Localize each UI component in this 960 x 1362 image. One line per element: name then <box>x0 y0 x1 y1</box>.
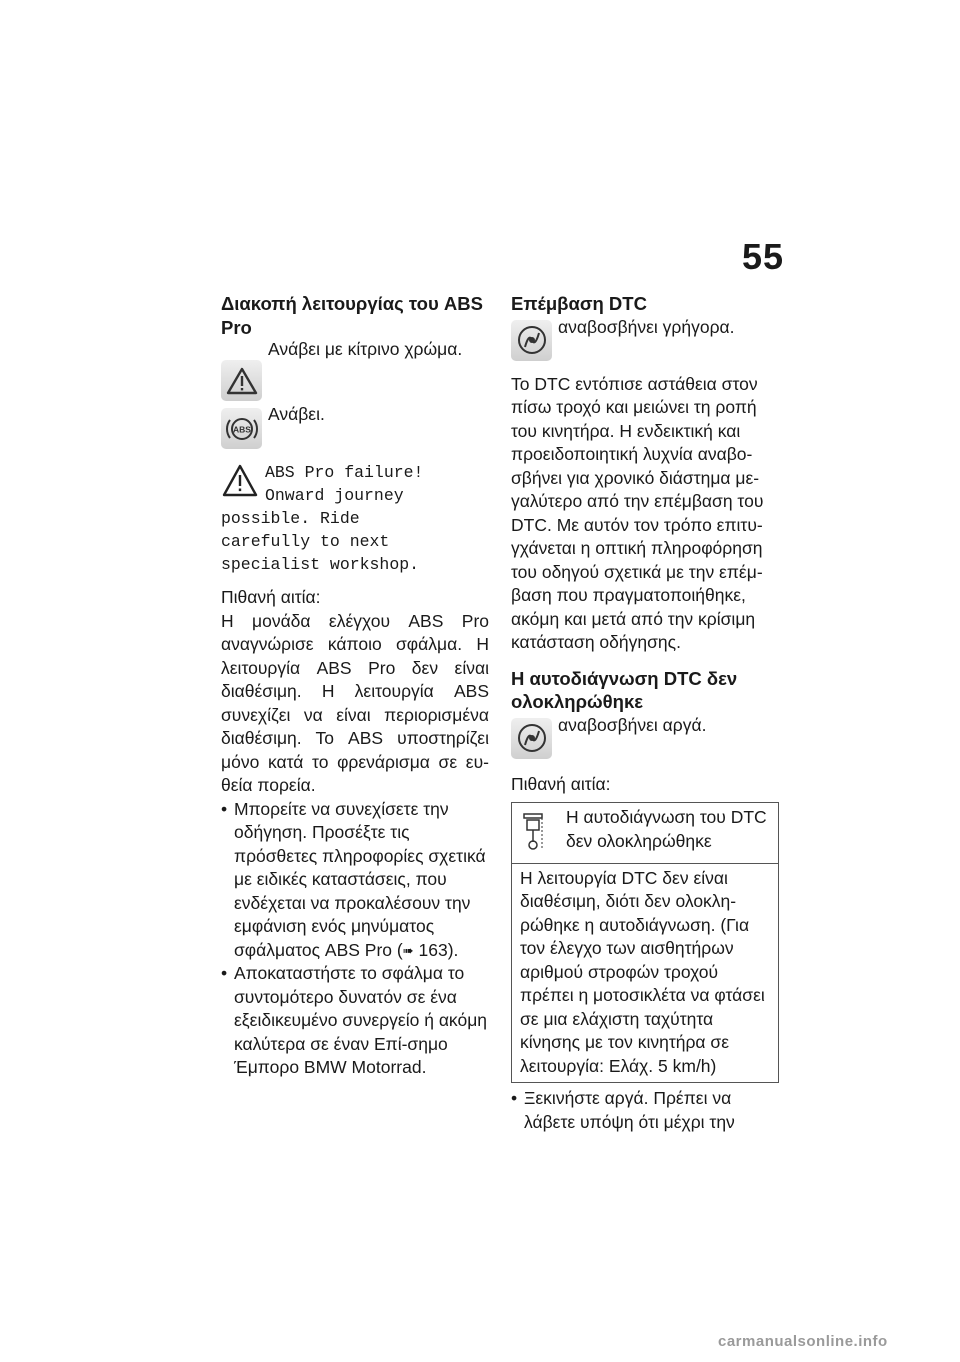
table-header-cell <box>512 803 779 864</box>
cause-text: Η μονάδα ελέγχου ABS Pro αναγνώρισε κάποιο σφάλμα. Η λειτουργία ABS Pro δεν είναι διαθέσιμη. Η λειτουργία ABS συνεχίζει να είναι περιορισμένα διαθέσιμη. Το ABS υποστηρίζει μόνο κατά το φρενάρισμα σε ευ-θεία πορεία. <box>221 610 489 795</box>
bullet-icon: • <box>511 1088 518 1108</box>
warning-lamp-text: Ανάβει με κίτρινο χρώμα. <box>268 339 463 359</box>
cause-label: Πιθανή αιτία: <box>511 773 611 794</box>
table-header-text: Η αυτοδιάγνωση του DTC δεν ολοκληρώθηκε <box>566 807 767 851</box>
info-table <box>511 802 779 1083</box>
warning-triangle-icon <box>221 360 262 401</box>
display-message-top <box>265 461 423 507</box>
abs-lamp-text: Ανάβει. <box>268 404 325 424</box>
bullet-icon: • <box>221 963 228 983</box>
abs-lamp-row <box>221 400 489 449</box>
left-column <box>221 292 489 1080</box>
list-item <box>221 798 489 963</box>
display-message-bottom <box>221 507 489 576</box>
dtc-slow-text: αναβοσβήνει αργά. <box>558 714 707 735</box>
dtc-intervention-text: Το DTC εντόπισε αστάθεια στον πίσω τροχό και μειώνει τη ροπή του κινητήρα. Η ενδεικτική και προειδοποιητική λυχνία αναβο-σβήνει για χρονικό διάστημα με-γαλύτερο από την επέμβαση του DTC. Με αυτόν τον τρόπο επιτυ-γχάνεται η οπτική πληροφόρηση του οδηγού σχετικά με την επέμ-βαση που πραγματοποιήθηκε, ακόμη και μετά από την κρίσιμη κατάσταση οδήγησης. <box>511 373 764 652</box>
display-message-line: possible. Ride <box>221 509 360 528</box>
warning-lamp-row <box>221 339 489 401</box>
list-item <box>511 1087 779 1134</box>
bullet-text: Μπορείτε να συνεχίσετε την οδήγηση. Προσέξτε τις πρόσθετες πληροφορίες σχετικά με ειδικές καταστάσεις, που ενδέχεται να προκαλέσουν την εμφάνιση ενός μηνύματος σφάλματος ABS Pro <box>234 798 486 960</box>
cause-label: Πιθανή αιτία: <box>221 587 321 607</box>
bullet-icon: • <box>221 798 228 819</box>
page-reference: 163). <box>418 939 459 960</box>
display-message-line: specialist workshop. <box>221 555 420 574</box>
dtc-self-diagnosis-heading: Η αυτοδιάγνωση DTC δεν ολοκληρώθηκε <box>511 667 738 712</box>
bullet-text: Αποκαταστήστε το σφάλμα το συντομότερο δυνατόν σε ένα εξειδικευμένο συνεργείο ή ακόμη καλύτερα σε έναν Επί-σημο Έμπορο BMW Motorrad. <box>234 963 488 1077</box>
dtc-lamp-icon <box>511 320 552 361</box>
dtc-slow-row <box>511 714 779 759</box>
display-message-line: ABS Pro failure! <box>265 463 424 482</box>
bullet-text: Ξεκινήστε αργά. Πρέπει να λάβετε υπόψη ότι μέχρι την <box>524 1088 735 1132</box>
page-reference-arrow-icon: ➠ <box>402 942 414 958</box>
footer-watermark: carmanualsonline.info <box>718 1333 888 1350</box>
dtc-intervention-heading: Επέμβαση DTC <box>511 293 647 314</box>
dtc-lamp-icon <box>511 718 552 759</box>
dtc-fast-text: αναβοσβήνει γρήγορα. <box>558 316 735 337</box>
svg-text:ABS: ABS <box>232 424 251 434</box>
dtc-fast-row <box>511 316 779 361</box>
list-item <box>221 962 489 1080</box>
display-message-line: Onward journey <box>265 486 404 505</box>
right-column <box>511 292 779 1134</box>
bullet-content: Μπορείτε να συνεχίσετε την οδήγηση. Προσέξτε τις πρόσθετες πληροφορίες σχετικά με ειδικές καταστάσεις, που ενδέχεται να προκαλέσουν την εμφάνιση ενός μηνύματος σφάλματος ABS Pro (➠ 163). <box>234 798 489 963</box>
abs-pro-failure-heading: Διακοπή λειτουργίας του ABS Pro <box>221 293 483 338</box>
warning-triangle-icon <box>221 463 259 501</box>
speed-gauge-icon <box>520 812 560 859</box>
page-number: 55 <box>742 236 785 277</box>
display-message-line: carefully to next <box>221 532 390 551</box>
table-body-cell: Η λειτουργία DTC δεν είναι διαθέσιμη, διότι δεν ολοκλη-ρώθηκε η αυτοδιάγνωση. (Για τον έλεγχο των αισθητήρων αριθμού στροφών τροχού πρέπει η μοτοσικλέτα να φτάσει σε μια ελάχιστη ταχύτητα κίνησης με τον κινητήρα σε λειτουργία: Ελάχ. 5 km/h) <box>512 863 779 1083</box>
display-message-row <box>221 461 489 507</box>
abs-lamp-icon <box>221 408 262 449</box>
